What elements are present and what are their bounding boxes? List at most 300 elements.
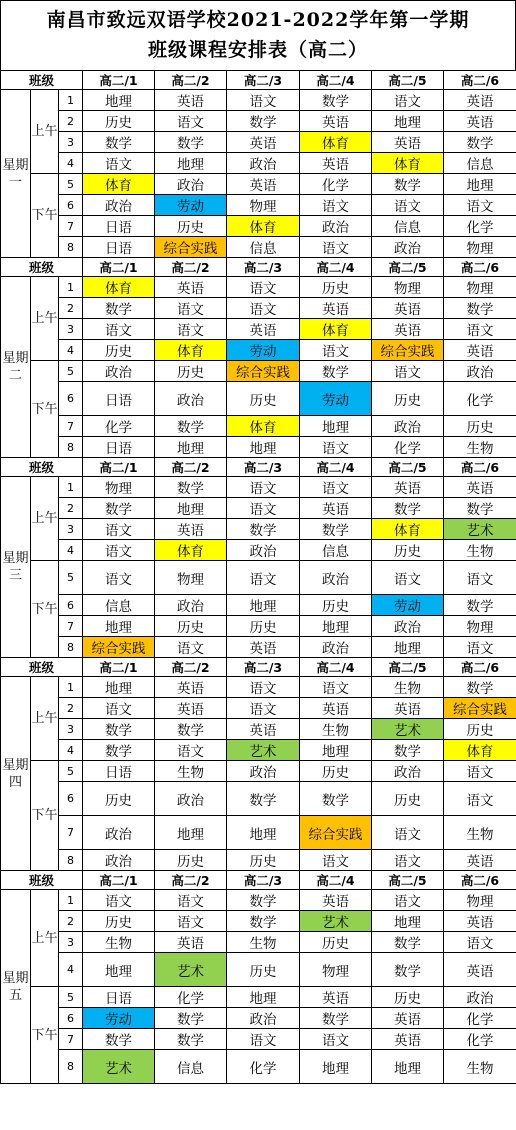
subject-cell: 数学 bbox=[83, 298, 155, 319]
subject-cell: 英语 bbox=[444, 90, 516, 111]
subject-cell: 信息 bbox=[444, 153, 516, 174]
period-row bbox=[1, 361, 516, 382]
subject-cell: 数学 bbox=[300, 519, 372, 540]
period-number: 8 bbox=[59, 437, 83, 458]
subject-cell: 语文 bbox=[372, 90, 444, 111]
morning-label: 上午 bbox=[31, 277, 59, 361]
subject-cell: 英语 bbox=[300, 890, 372, 911]
subject-cell: 历史 bbox=[83, 340, 155, 361]
subject-cell: 历史 bbox=[227, 850, 300, 871]
subject-cell: 地理 bbox=[227, 595, 300, 616]
subject-cell: 信息 bbox=[83, 595, 155, 616]
period-row bbox=[1, 616, 516, 637]
period-row bbox=[1, 111, 516, 132]
subject-cell: 政治 bbox=[444, 361, 516, 382]
class-header-cell: 高二/4 bbox=[300, 258, 372, 277]
subject-cell: 语文 bbox=[83, 890, 155, 911]
period-number: 4 bbox=[59, 740, 83, 761]
subject-cell: 政治 bbox=[83, 816, 155, 850]
subject-cell: 英语 bbox=[372, 698, 444, 719]
class-header-cell: 高二/1 bbox=[83, 458, 155, 477]
subject-cell: 英语 bbox=[372, 132, 444, 153]
period-row bbox=[1, 416, 516, 437]
subject-cell: 数学 bbox=[227, 519, 300, 540]
period-row bbox=[1, 298, 516, 319]
subject-cell: 地理 bbox=[227, 437, 300, 458]
class-header-cell: 高二/6 bbox=[444, 658, 516, 677]
subject-cell: 语文 bbox=[83, 540, 155, 561]
subject-cell: 艺术 bbox=[83, 1050, 155, 1084]
class-header-cell: 高二/3 bbox=[227, 258, 300, 277]
period-number: 2 bbox=[59, 698, 83, 719]
subject-cell: 日语 bbox=[83, 237, 155, 258]
subject-cell: 生物 bbox=[372, 677, 444, 698]
subject-cell: 语文 bbox=[155, 319, 227, 340]
subject-cell: 劳动 bbox=[155, 195, 227, 216]
subject-cell: 化学 bbox=[155, 987, 227, 1008]
subject-cell: 数学 bbox=[227, 111, 300, 132]
subject-cell: 政治 bbox=[372, 416, 444, 437]
subject-cell: 数学 bbox=[372, 174, 444, 195]
subject-cell: 历史 bbox=[83, 782, 155, 816]
subject-cell: 历史 bbox=[227, 382, 300, 416]
subject-cell: 综合实践 bbox=[227, 361, 300, 382]
period-number: 3 bbox=[59, 319, 83, 340]
period-row bbox=[1, 437, 516, 458]
subject-cell: 政治 bbox=[83, 850, 155, 871]
subject-cell: 生物 bbox=[444, 816, 516, 850]
subject-cell: 生物 bbox=[300, 719, 372, 740]
class-header-cell: 高二/2 bbox=[155, 871, 227, 890]
class-header-row bbox=[1, 71, 516, 90]
period-number: 5 bbox=[59, 174, 83, 195]
subject-cell: 语文 bbox=[372, 195, 444, 216]
class-header-cell: 高二/5 bbox=[372, 458, 444, 477]
morning-label: 上午 bbox=[31, 890, 59, 987]
subject-cell: 地理 bbox=[83, 953, 155, 987]
subject-cell: 生物 bbox=[83, 932, 155, 953]
class-header-label: 班级 bbox=[1, 71, 83, 90]
period-row bbox=[1, 277, 516, 298]
subject-cell: 生物 bbox=[155, 761, 227, 782]
subject-cell: 地理 bbox=[83, 90, 155, 111]
subject-cell: 政治 bbox=[300, 637, 372, 658]
subject-cell: 语文 bbox=[372, 850, 444, 871]
subject-cell: 英语 bbox=[372, 1029, 444, 1050]
subject-cell: 英语 bbox=[300, 153, 372, 174]
subject-cell: 化学 bbox=[444, 1008, 516, 1029]
subject-cell: 数学 bbox=[83, 132, 155, 153]
subject-cell: 生物 bbox=[444, 1050, 516, 1084]
subject-cell: 英语 bbox=[444, 850, 516, 871]
subject-cell: 英语 bbox=[444, 911, 516, 932]
class-header-cell: 高二/6 bbox=[444, 458, 516, 477]
subject-cell: 英语 bbox=[155, 698, 227, 719]
subject-cell: 语文 bbox=[300, 340, 372, 361]
subject-cell: 日语 bbox=[83, 987, 155, 1008]
period-row bbox=[1, 740, 516, 761]
subject-cell: 体育 bbox=[300, 132, 372, 153]
subject-cell: 地理 bbox=[155, 153, 227, 174]
class-header-cell: 高二/2 bbox=[155, 658, 227, 677]
subject-cell: 历史 bbox=[155, 616, 227, 637]
subject-cell: 英语 bbox=[300, 111, 372, 132]
subject-cell: 语文 bbox=[227, 277, 300, 298]
subject-cell: 英语 bbox=[300, 498, 372, 519]
subject-cell: 英语 bbox=[372, 298, 444, 319]
subject-cell: 地理 bbox=[300, 1050, 372, 1084]
subject-cell: 英语 bbox=[372, 319, 444, 340]
period-number: 4 bbox=[59, 953, 83, 987]
subject-cell: 英语 bbox=[444, 953, 516, 987]
period-row bbox=[1, 132, 516, 153]
subject-cell: 数学 bbox=[444, 132, 516, 153]
subject-cell: 历史 bbox=[300, 761, 372, 782]
period-row bbox=[1, 1029, 516, 1050]
subject-cell: 历史 bbox=[155, 216, 227, 237]
class-header-label: 班级 bbox=[1, 258, 83, 277]
subject-cell: 综合实践 bbox=[155, 237, 227, 258]
subject-cell: 数学 bbox=[300, 1008, 372, 1029]
class-header-label: 班级 bbox=[1, 658, 83, 677]
subject-cell: 劳动 bbox=[83, 1008, 155, 1029]
subject-cell: 体育 bbox=[227, 216, 300, 237]
schedule-title bbox=[0, 0, 516, 70]
class-header-cell: 高二/2 bbox=[155, 71, 227, 90]
period-number: 6 bbox=[59, 195, 83, 216]
morning-label: 上午 bbox=[31, 677, 59, 761]
subject-cell: 信息 bbox=[227, 237, 300, 258]
subject-cell: 物理 bbox=[372, 277, 444, 298]
afternoon-label: 下午 bbox=[31, 174, 59, 258]
subject-cell: 综合实践 bbox=[372, 340, 444, 361]
class-header-cell: 高二/2 bbox=[155, 258, 227, 277]
class-header-cell: 高二/3 bbox=[227, 458, 300, 477]
subject-cell: 语文 bbox=[300, 195, 372, 216]
class-header-cell: 高二/4 bbox=[300, 871, 372, 890]
subject-cell: 语文 bbox=[227, 298, 300, 319]
period-number: 7 bbox=[59, 216, 83, 237]
day-label: 星期一 bbox=[1, 90, 31, 258]
subject-cell: 历史 bbox=[300, 932, 372, 953]
subject-cell: 数学 bbox=[155, 132, 227, 153]
subject-cell: 数学 bbox=[83, 719, 155, 740]
subject-cell: 历史 bbox=[372, 540, 444, 561]
schedule-table bbox=[0, 70, 516, 1084]
period-row bbox=[1, 90, 516, 111]
period-number: 1 bbox=[59, 90, 83, 111]
day-label: 星期二 bbox=[1, 277, 31, 458]
subject-cell: 地理 bbox=[300, 740, 372, 761]
period-row bbox=[1, 1050, 516, 1084]
subject-cell: 数学 bbox=[155, 416, 227, 437]
period-number: 6 bbox=[59, 595, 83, 616]
subject-cell: 数学 bbox=[372, 740, 444, 761]
subject-cell: 数学 bbox=[444, 677, 516, 698]
subject-cell: 地理 bbox=[155, 816, 227, 850]
subject-cell: 数学 bbox=[300, 782, 372, 816]
period-number: 3 bbox=[59, 132, 83, 153]
period-row bbox=[1, 174, 516, 195]
subject-cell: 英语 bbox=[227, 719, 300, 740]
title-line-1: 南昌市致远双语学校2021-2022学年第一学期 bbox=[46, 9, 470, 31]
period-row bbox=[1, 1008, 516, 1029]
period-row bbox=[1, 719, 516, 740]
subject-cell: 语文 bbox=[227, 698, 300, 719]
subject-cell: 政治 bbox=[155, 595, 227, 616]
period-number: 4 bbox=[59, 340, 83, 361]
subject-cell: 物理 bbox=[155, 561, 227, 595]
subject-cell: 体育 bbox=[372, 519, 444, 540]
subject-cell: 地理 bbox=[83, 616, 155, 637]
subject-cell: 历史 bbox=[83, 911, 155, 932]
subject-cell: 语文 bbox=[444, 761, 516, 782]
period-number: 2 bbox=[59, 911, 83, 932]
period-number: 1 bbox=[59, 890, 83, 911]
period-row bbox=[1, 637, 516, 658]
class-header-row bbox=[1, 258, 516, 277]
subject-cell: 政治 bbox=[372, 616, 444, 637]
subject-cell: 英语 bbox=[300, 698, 372, 719]
subject-cell: 数学 bbox=[372, 953, 444, 987]
subject-cell: 英语 bbox=[155, 519, 227, 540]
subject-cell: 艺术 bbox=[227, 740, 300, 761]
subject-cell: 生物 bbox=[227, 932, 300, 953]
class-header-cell: 高二/5 bbox=[372, 658, 444, 677]
subject-cell: 语文 bbox=[227, 677, 300, 698]
subject-cell: 化学 bbox=[300, 174, 372, 195]
subject-cell: 体育 bbox=[227, 416, 300, 437]
subject-cell: 数学 bbox=[155, 1029, 227, 1050]
period-number: 5 bbox=[59, 561, 83, 595]
subject-cell: 数学 bbox=[83, 498, 155, 519]
period-number: 2 bbox=[59, 111, 83, 132]
class-header-cell: 高二/3 bbox=[227, 658, 300, 677]
subject-cell: 语文 bbox=[227, 1029, 300, 1050]
day-label: 星期五 bbox=[1, 890, 31, 1084]
afternoon-label: 下午 bbox=[31, 761, 59, 871]
subject-cell: 数学 bbox=[227, 782, 300, 816]
subject-cell: 英语 bbox=[155, 90, 227, 111]
period-number: 5 bbox=[59, 361, 83, 382]
class-header-cell: 高二/3 bbox=[227, 871, 300, 890]
subject-cell: 语文 bbox=[444, 782, 516, 816]
subject-cell: 语文 bbox=[155, 911, 227, 932]
subject-cell: 语文 bbox=[444, 932, 516, 953]
subject-cell: 语文 bbox=[300, 477, 372, 498]
subject-cell: 体育 bbox=[83, 277, 155, 298]
subject-cell: 综合实践 bbox=[444, 698, 516, 719]
subject-cell: 历史 bbox=[372, 782, 444, 816]
subject-cell: 英语 bbox=[155, 677, 227, 698]
subject-cell: 政治 bbox=[227, 153, 300, 174]
period-row bbox=[1, 890, 516, 911]
class-header-row bbox=[1, 871, 516, 890]
period-number: 2 bbox=[59, 298, 83, 319]
period-number: 6 bbox=[59, 782, 83, 816]
period-number: 5 bbox=[59, 987, 83, 1008]
subject-cell: 语文 bbox=[300, 677, 372, 698]
period-row bbox=[1, 540, 516, 561]
subject-cell: 数学 bbox=[155, 477, 227, 498]
period-number: 5 bbox=[59, 761, 83, 782]
subject-cell: 英语 bbox=[372, 477, 444, 498]
subject-cell: 日语 bbox=[83, 382, 155, 416]
subject-cell: 地理 bbox=[227, 987, 300, 1008]
subject-cell: 体育 bbox=[155, 540, 227, 561]
subject-cell: 英语 bbox=[227, 319, 300, 340]
subject-cell: 政治 bbox=[300, 561, 372, 595]
period-number: 1 bbox=[59, 677, 83, 698]
subject-cell: 政治 bbox=[155, 782, 227, 816]
subject-cell: 艺术 bbox=[155, 953, 227, 987]
subject-cell: 地理 bbox=[372, 1050, 444, 1084]
period-row bbox=[1, 932, 516, 953]
subject-cell: 语文 bbox=[372, 561, 444, 595]
period-number: 3 bbox=[59, 719, 83, 740]
subject-cell: 语文 bbox=[227, 477, 300, 498]
subject-cell: 信息 bbox=[155, 1050, 227, 1084]
subject-cell: 艺术 bbox=[372, 719, 444, 740]
subject-cell: 政治 bbox=[227, 1008, 300, 1029]
day-label: 星期四 bbox=[1, 677, 31, 871]
subject-cell: 英语 bbox=[227, 637, 300, 658]
subject-cell: 劳动 bbox=[227, 340, 300, 361]
period-row bbox=[1, 816, 516, 850]
class-header-cell: 高二/2 bbox=[155, 458, 227, 477]
period-row bbox=[1, 561, 516, 595]
period-row bbox=[1, 153, 516, 174]
subject-cell: 语文 bbox=[155, 890, 227, 911]
subject-cell: 体育 bbox=[155, 340, 227, 361]
subject-cell: 地理 bbox=[444, 174, 516, 195]
period-row bbox=[1, 987, 516, 1008]
subject-cell: 英语 bbox=[227, 132, 300, 153]
subject-cell: 语文 bbox=[372, 816, 444, 850]
subject-cell: 地理 bbox=[155, 437, 227, 458]
subject-cell: 英语 bbox=[444, 111, 516, 132]
period-number: 3 bbox=[59, 932, 83, 953]
class-header-cell: 高二/6 bbox=[444, 871, 516, 890]
class-header-cell: 高二/6 bbox=[444, 258, 516, 277]
subject-cell: 物理 bbox=[444, 890, 516, 911]
subject-cell: 政治 bbox=[227, 761, 300, 782]
subject-cell: 语文 bbox=[227, 498, 300, 519]
subject-cell: 语文 bbox=[300, 1029, 372, 1050]
afternoon-label: 下午 bbox=[31, 987, 59, 1084]
period-number: 6 bbox=[59, 1008, 83, 1029]
subject-cell: 数学 bbox=[444, 595, 516, 616]
subject-cell: 语文 bbox=[300, 237, 372, 258]
subject-cell: 化学 bbox=[444, 382, 516, 416]
subject-cell: 数学 bbox=[444, 498, 516, 519]
subject-cell: 数学 bbox=[300, 90, 372, 111]
period-row bbox=[1, 340, 516, 361]
subject-cell: 数学 bbox=[227, 890, 300, 911]
subject-cell: 政治 bbox=[155, 382, 227, 416]
class-header-cell: 高二/1 bbox=[83, 71, 155, 90]
period-number: 8 bbox=[59, 1050, 83, 1084]
subject-cell: 化学 bbox=[227, 1050, 300, 1084]
class-header-cell: 高二/3 bbox=[227, 71, 300, 90]
subject-cell: 生物 bbox=[444, 540, 516, 561]
subject-cell: 语文 bbox=[372, 890, 444, 911]
subject-cell: 地理 bbox=[372, 111, 444, 132]
day-label: 星期三 bbox=[1, 477, 31, 658]
subject-cell: 语文 bbox=[155, 298, 227, 319]
subject-cell: 历史 bbox=[300, 595, 372, 616]
subject-cell: 综合实践 bbox=[300, 816, 372, 850]
subject-cell: 历史 bbox=[372, 382, 444, 416]
subject-cell: 政治 bbox=[83, 195, 155, 216]
subject-cell: 劳动 bbox=[372, 595, 444, 616]
subject-cell: 英语 bbox=[300, 298, 372, 319]
subject-cell: 语文 bbox=[372, 361, 444, 382]
period-row bbox=[1, 761, 516, 782]
subject-cell: 日语 bbox=[83, 216, 155, 237]
subject-cell: 化学 bbox=[372, 437, 444, 458]
period-row bbox=[1, 698, 516, 719]
subject-cell: 语文 bbox=[444, 319, 516, 340]
subject-cell: 政治 bbox=[372, 237, 444, 258]
subject-cell: 历史 bbox=[155, 361, 227, 382]
period-row bbox=[1, 498, 516, 519]
afternoon-label: 下午 bbox=[31, 361, 59, 458]
subject-cell: 历史 bbox=[444, 416, 516, 437]
subject-cell: 政治 bbox=[227, 540, 300, 561]
class-header-cell: 高二/1 bbox=[83, 258, 155, 277]
period-number: 1 bbox=[59, 277, 83, 298]
period-number: 6 bbox=[59, 382, 83, 416]
period-number: 4 bbox=[59, 153, 83, 174]
subject-cell: 日语 bbox=[83, 761, 155, 782]
period-row bbox=[1, 319, 516, 340]
class-header-cell: 高二/5 bbox=[372, 258, 444, 277]
subject-cell: 历史 bbox=[372, 987, 444, 1008]
subject-cell: 地理 bbox=[372, 911, 444, 932]
subject-cell: 信息 bbox=[300, 540, 372, 561]
subject-cell: 英语 bbox=[444, 340, 516, 361]
subject-cell: 数学 bbox=[83, 1029, 155, 1050]
subject-cell: 语文 bbox=[155, 740, 227, 761]
subject-cell: 信息 bbox=[372, 216, 444, 237]
subject-cell: 政治 bbox=[155, 174, 227, 195]
subject-cell: 化学 bbox=[444, 1029, 516, 1050]
subject-cell: 语文 bbox=[444, 195, 516, 216]
subject-cell: 物理 bbox=[300, 953, 372, 987]
subject-cell: 语文 bbox=[83, 153, 155, 174]
subject-cell: 英语 bbox=[227, 174, 300, 195]
subject-cell: 地理 bbox=[300, 616, 372, 637]
subject-cell: 语文 bbox=[444, 637, 516, 658]
class-header-cell: 高二/6 bbox=[444, 71, 516, 90]
period-row bbox=[1, 195, 516, 216]
subject-cell: 物理 bbox=[83, 477, 155, 498]
class-header-cell: 高二/5 bbox=[372, 871, 444, 890]
subject-cell: 英语 bbox=[155, 932, 227, 953]
subject-cell: 历史 bbox=[227, 953, 300, 987]
period-number: 8 bbox=[59, 637, 83, 658]
subject-cell: 日语 bbox=[83, 437, 155, 458]
period-number: 7 bbox=[59, 1029, 83, 1050]
subject-cell: 数学 bbox=[444, 298, 516, 319]
subject-cell: 英语 bbox=[300, 987, 372, 1008]
subject-cell: 地理 bbox=[83, 677, 155, 698]
subject-cell: 数学 bbox=[155, 719, 227, 740]
period-number: 7 bbox=[59, 616, 83, 637]
period-number: 8 bbox=[59, 850, 83, 871]
subject-cell: 政治 bbox=[372, 761, 444, 782]
